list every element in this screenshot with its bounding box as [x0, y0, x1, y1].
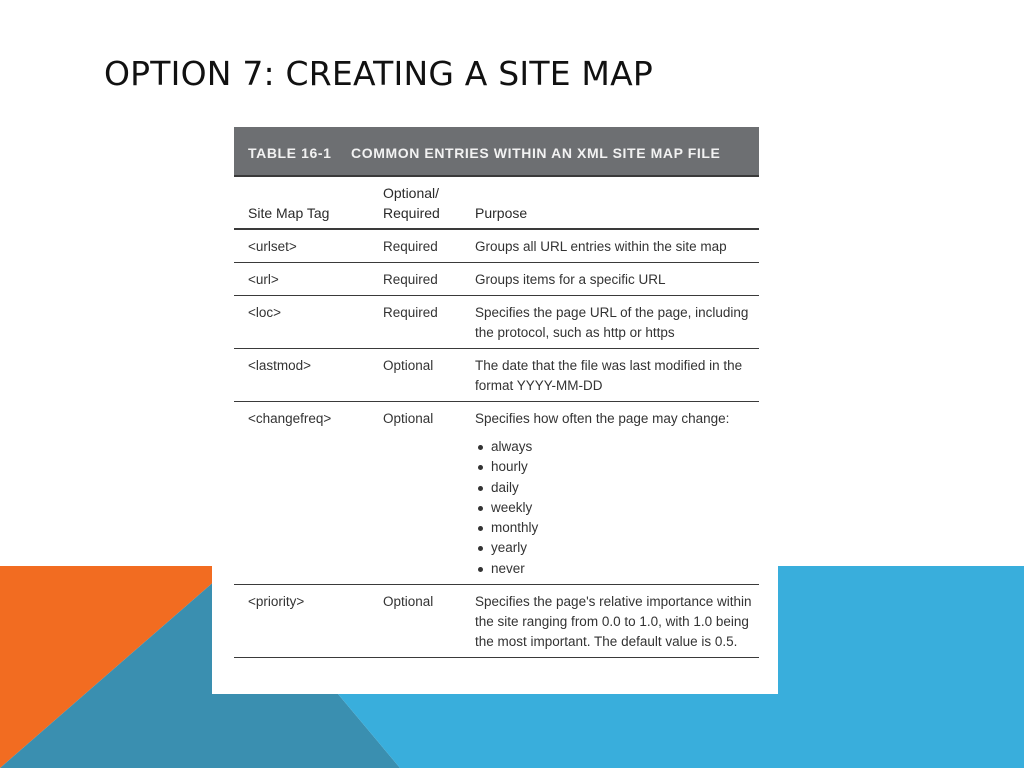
row-tag: <loc>	[248, 305, 282, 320]
row-tag: <url>	[248, 272, 279, 287]
table-row	[234, 585, 759, 658]
list-item: monthly	[475, 518, 755, 538]
table-row	[234, 263, 759, 296]
list-item: weekly	[475, 498, 755, 518]
row-status: Optional	[383, 594, 434, 610]
row-purpose: Groups all URL entries within the site map	[475, 239, 727, 254]
table-row	[234, 349, 759, 402]
header-purpose: Purpose	[475, 205, 528, 221]
slide-title: OPTION 7: CREATING A SITE MAP	[104, 54, 653, 93]
header-optional-line1: Optional/	[383, 185, 440, 201]
row-status: Required	[383, 239, 438, 254]
table-row	[234, 229, 759, 263]
changefreq-options	[475, 437, 755, 579]
table-card	[212, 118, 778, 694]
row-status: Optional	[383, 411, 434, 426]
list-item: yearly	[475, 538, 755, 558]
list-item: daily	[475, 478, 755, 498]
table-caption-number: TABLE 16-1	[248, 145, 332, 161]
sitemap-table	[234, 175, 759, 658]
table-row	[234, 402, 759, 585]
row-tag: <lastmod>	[248, 358, 312, 373]
header-optional-line2: Required	[383, 205, 440, 221]
table-caption-title: COMMON ENTRIES WITHIN AN XML SITE MAP FILE	[351, 145, 721, 161]
row-status: Optional	[383, 358, 434, 373]
row-status: Required	[383, 272, 438, 287]
row-tag: <priority>	[248, 594, 305, 610]
header-optional-required	[369, 176, 461, 229]
list-item: hourly	[475, 457, 755, 477]
row-status: Required	[383, 305, 438, 320]
row-purpose: Specifies the page URL of the page, including the protocol, such as http or https	[475, 305, 749, 340]
row-purpose: The date that the file was last modified in the format YYYY-MM-DD	[475, 358, 743, 393]
header-tag: Site Map Tag	[248, 205, 330, 221]
list-item: always	[475, 437, 755, 457]
row-purpose: Groups items for a specific URL	[475, 272, 666, 287]
row-tag: <urlset>	[248, 239, 297, 254]
table-caption	[234, 127, 759, 175]
changefreq-intro: Specifies how often the page may change:	[475, 411, 730, 426]
row-tag: <changefreq>	[248, 411, 332, 426]
row-purpose: Specifies the page's relative importance within the site ranging from 0.0 to 1.0, with 1.0 being the most important. The default value is 0.5.	[475, 594, 752, 650]
list-item: never	[475, 559, 755, 579]
row-purpose	[461, 402, 759, 585]
table-header-row	[234, 176, 759, 229]
table-row	[234, 296, 759, 349]
